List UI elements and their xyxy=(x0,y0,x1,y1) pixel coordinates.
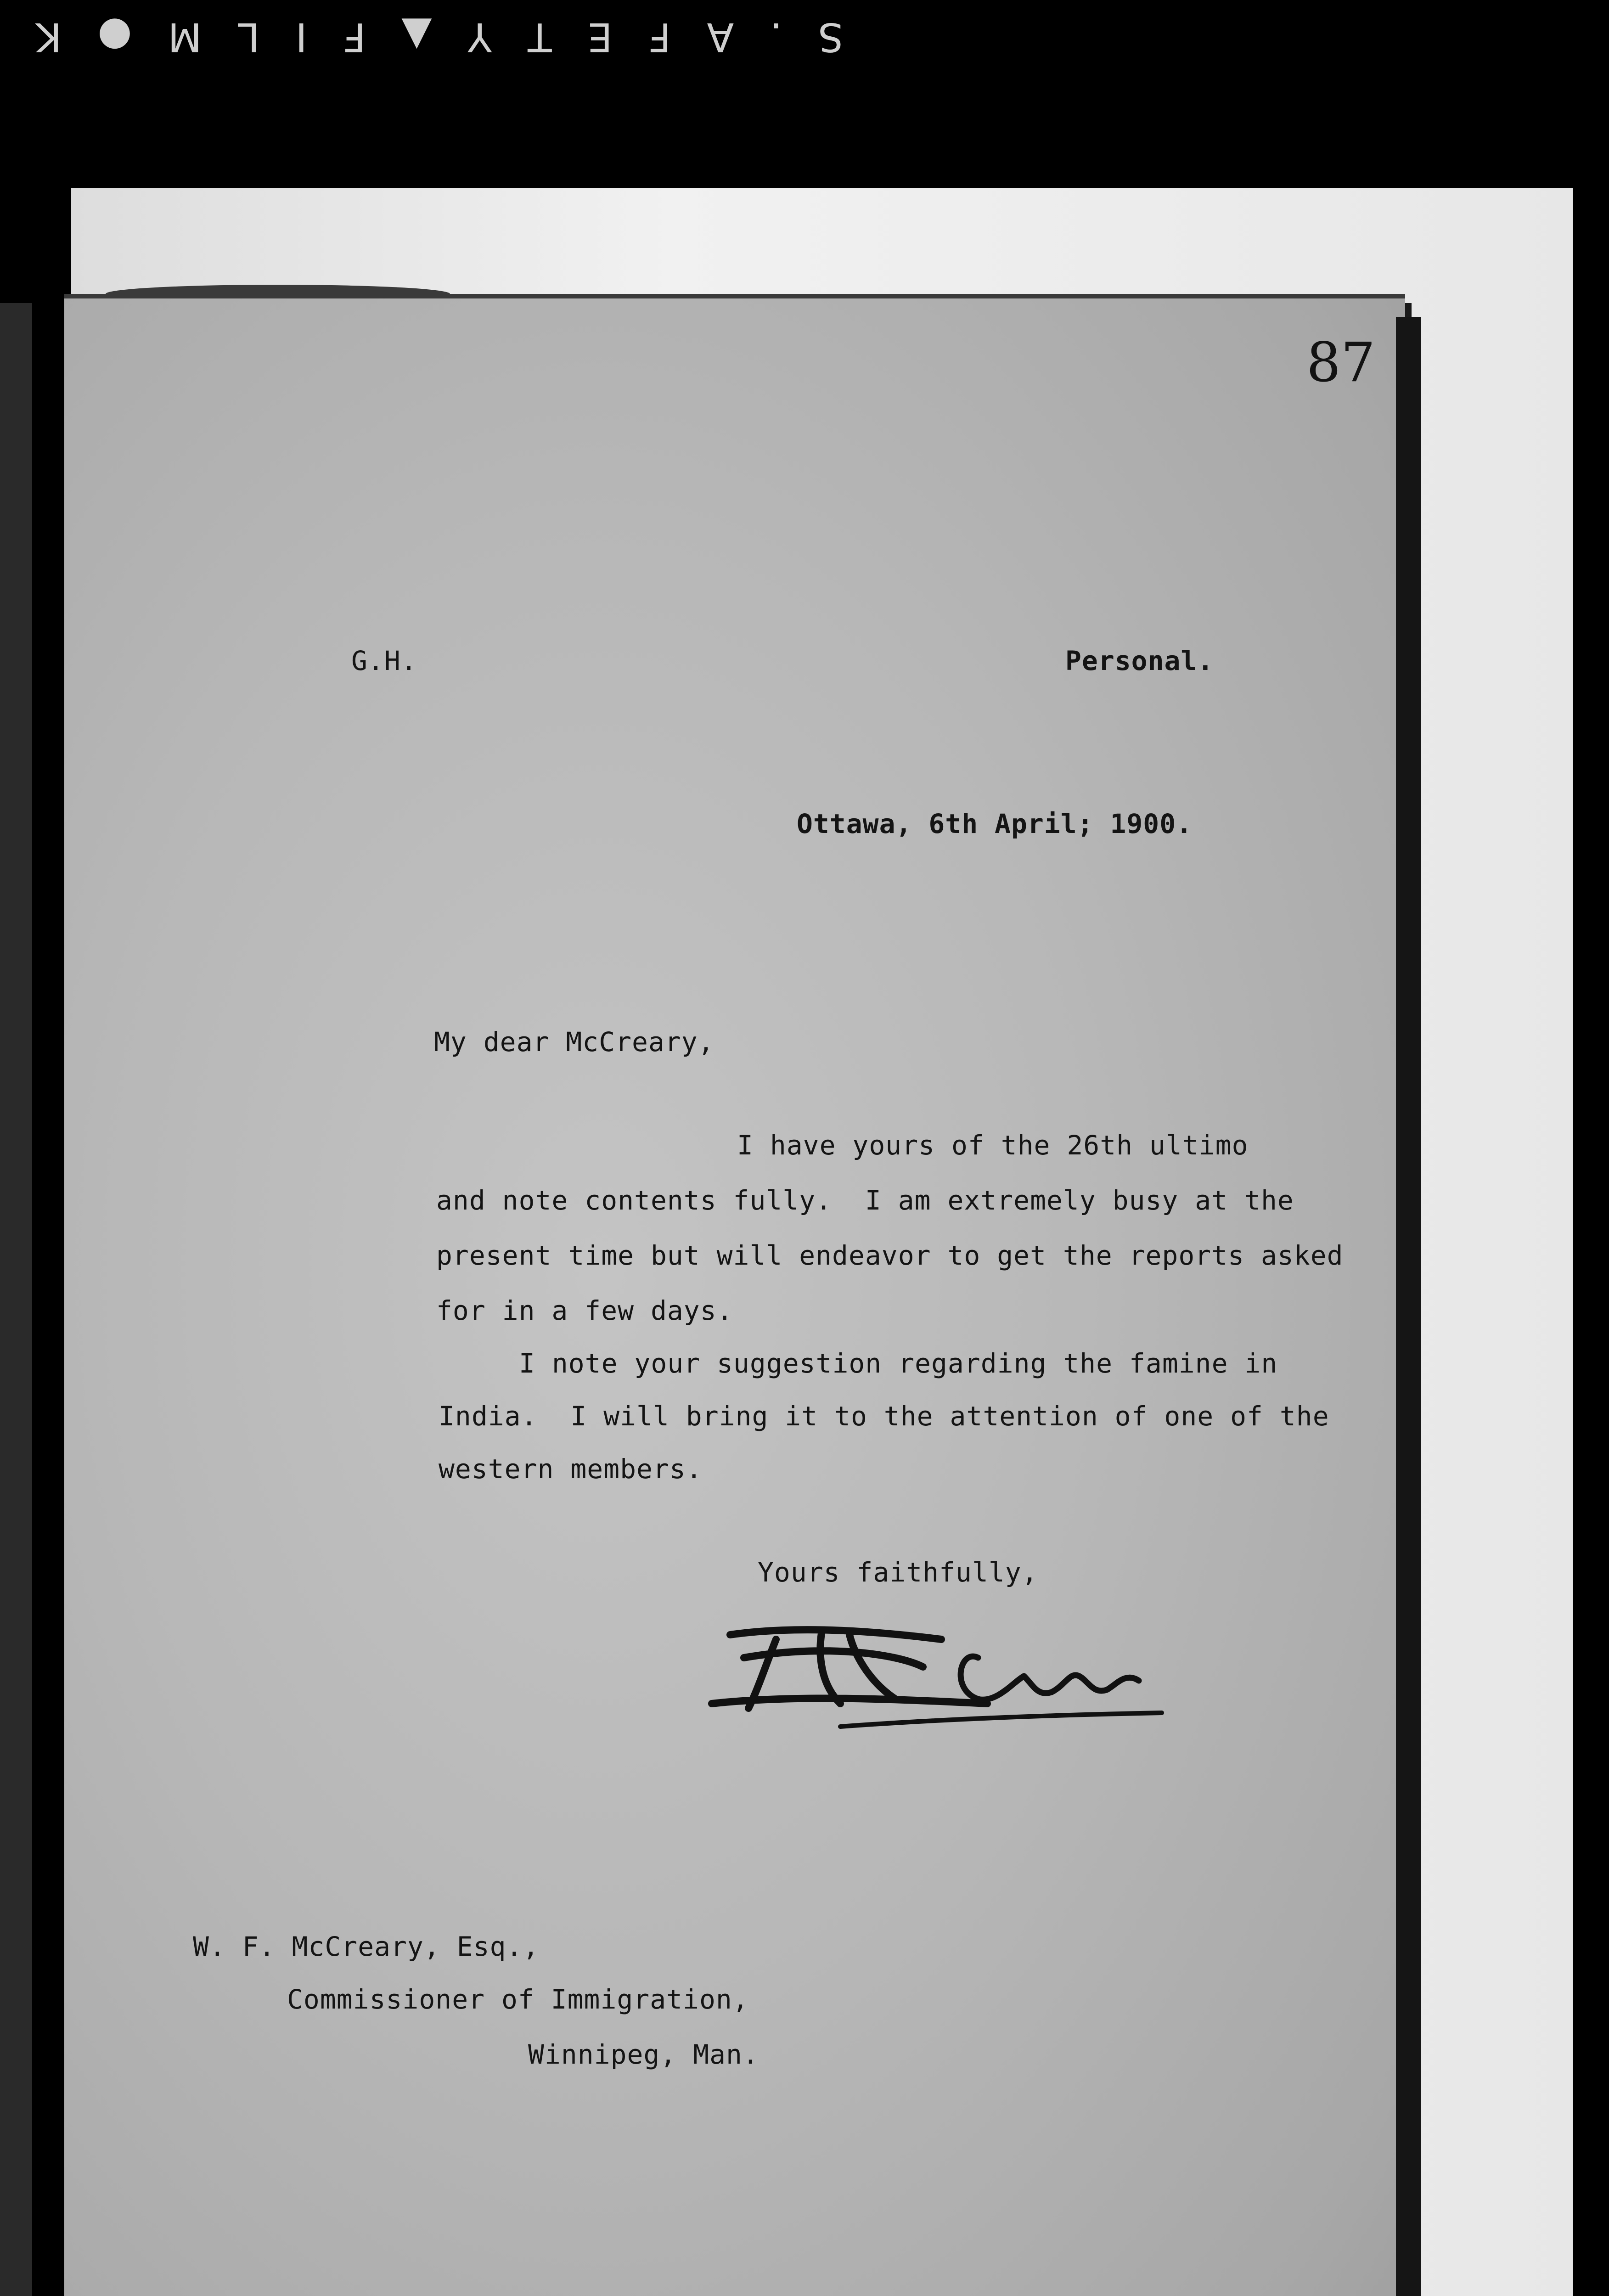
dateline: Ottawa, 6th April; 1900. xyxy=(797,808,1193,839)
body-line: for in a few days. xyxy=(436,1295,733,1326)
header-initials: G.H. xyxy=(351,645,417,676)
film-border-left xyxy=(0,303,32,2296)
addressee-line: W. F. McCreary, Esq., xyxy=(193,1931,540,1962)
addressee-line: Commissioner of Immigration, xyxy=(287,1984,749,2015)
body-line: India. I will bring it to the attention of one of the xyxy=(439,1401,1329,1432)
film-edge xyxy=(0,0,1609,78)
film-edge-label xyxy=(0,9,1609,64)
closing: Yours faithfully, xyxy=(758,1557,1038,1588)
salutation: My dear McCreary, xyxy=(434,1026,714,1058)
addressee-line: Winnipeg, Man. xyxy=(528,2039,759,2070)
page-number: 87 xyxy=(1306,331,1376,394)
body-line: and note contents fully. I am extremely busy at the xyxy=(436,1185,1294,1216)
film-edge-text: S.AFETY▲FILM● xyxy=(62,14,844,60)
body-line: present time but will endeavor to get the reports asked xyxy=(436,1240,1344,1271)
body-line: western members. xyxy=(439,1453,703,1485)
film-edge-code: K xyxy=(0,14,62,60)
body-line: I have yours of the 26th ultimo xyxy=(737,1130,1249,1161)
signature xyxy=(703,1589,1180,1740)
page-edge-shadow xyxy=(1396,317,1421,2296)
header-classification: Personal. xyxy=(1065,645,1214,676)
body-line: I note your suggestion regarding the famine in xyxy=(519,1348,1278,1379)
